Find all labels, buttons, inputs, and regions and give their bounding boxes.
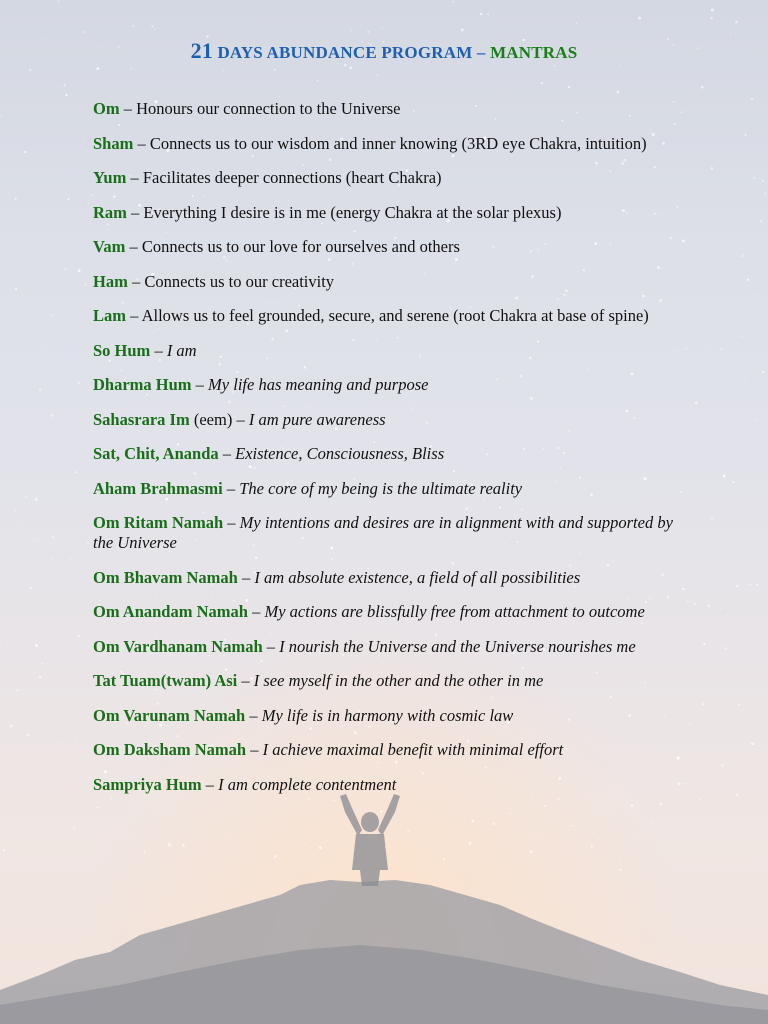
- mantra-description: I achieve maximal benefit with minimal effort: [262, 740, 564, 759]
- mantra-item: [93, 272, 683, 292]
- mantra-separator: –: [131, 271, 141, 291]
- mantra-name: Om Bhavam Namah: [93, 567, 238, 587]
- mantra-description: Connects us to our wisdom and inner knowing (3RD eye Chakra, intuition): [149, 133, 647, 153]
- mantra-item: [93, 444, 683, 464]
- mantra-separator: –: [137, 133, 146, 153]
- mantra-item: [93, 237, 683, 257]
- mantra-item: [93, 513, 683, 553]
- page-title: [0, 38, 768, 64]
- mantra-description: Allows us to feel grounded, secure, and serene (root Chakra at base of spine): [141, 306, 649, 325]
- mantra-name: Lam: [93, 306, 126, 325]
- mantra-separator: –: [123, 99, 132, 118]
- mantra-item: [93, 706, 683, 726]
- mantra-description: Honours our connection to the Universe: [136, 99, 401, 118]
- mantra-item: [93, 568, 683, 588]
- mantra-description: I see myself in the other and the other in me: [253, 671, 544, 690]
- mantra-separator: –: [227, 513, 236, 532]
- mantra-name: Om Ritam Namah: [93, 513, 224, 532]
- mantra-list: [93, 99, 683, 809]
- mantra-item: [93, 410, 683, 430]
- mantra-separator: –: [130, 168, 139, 187]
- mantra-name: Ram: [93, 202, 127, 222]
- mantra-name: Ham: [93, 271, 128, 291]
- mantra-name: Tat Tuam(twam) Asi: [93, 671, 238, 690]
- mantra-description: Everything I desire is in me (energy Chakra at the solar plexus): [143, 202, 562, 222]
- mantra-name: Om: [93, 99, 120, 118]
- mantra-name: Yum: [93, 168, 127, 187]
- mantra-description: I am absolute existence, a field of all possibilities: [254, 567, 581, 587]
- mantra-separator: –: [130, 306, 139, 325]
- mantra-description: The core of my being is the ultimate reality: [239, 478, 523, 498]
- mantra-description: I am complete contentment: [218, 774, 397, 794]
- mantra-separator: –: [195, 375, 204, 394]
- mantra-name: So Hum: [93, 340, 151, 360]
- title-green-text: MANTRAS: [490, 43, 578, 62]
- mantra-item: [93, 168, 683, 188]
- mantra-separator: –: [222, 444, 232, 463]
- mantra-item: [93, 740, 683, 760]
- mantra-name: Sat, Chit, Ananda: [93, 444, 219, 463]
- mantra-description: My life has meaning and purpose: [208, 375, 429, 394]
- mantra-description: My actions are blissfully free from attachment to outcome: [264, 602, 645, 621]
- mantra-description: Facilitates deeper connections (heart Chakra): [142, 168, 442, 187]
- mantra-name: Dharma Hum: [93, 375, 192, 394]
- mantra-separator: –: [129, 237, 138, 256]
- title-dash: –: [476, 43, 486, 62]
- mantra-description: Connects us to our creativity: [144, 271, 335, 291]
- title-blue-text: DAYS ABUNDANCE PROGRAM: [217, 43, 473, 62]
- mantra-item: [93, 479, 683, 499]
- mantra-item: [93, 375, 683, 395]
- mantra-name: Om Anandam Namah: [93, 602, 248, 621]
- mantra-separator: –: [241, 671, 250, 690]
- mantra-item: [93, 775, 683, 795]
- title-number: 21: [190, 38, 213, 63]
- mantra-name: Om Vardhanam Namah: [93, 636, 263, 656]
- mantra-name: Sham: [93, 133, 134, 153]
- mantra-item: [93, 306, 683, 326]
- mantra-separator: –: [249, 705, 258, 725]
- mantra-item: [93, 134, 683, 154]
- mantra-separator: –: [154, 340, 163, 360]
- mantra-separator: –: [205, 774, 215, 794]
- mantra-item: [93, 341, 683, 361]
- mantra-name: Om Varunam Namah: [93, 705, 246, 725]
- mantra-name: Vam: [93, 237, 126, 256]
- mantra-separator: –: [252, 602, 261, 621]
- mantra-description: My intentions and desires are in alignment with and supported by the Universe: [93, 513, 673, 552]
- mantra-item: [93, 203, 683, 223]
- mantra-item: [93, 637, 683, 657]
- mantra-item: [93, 602, 683, 622]
- mantra-description: Connects us to our love for ourselves and others: [141, 237, 460, 256]
- mantra-separator: –: [236, 409, 245, 429]
- mantra-name: Aham Brahmasmi: [93, 478, 223, 498]
- mantra-description: I nourish the Universe and the Universe nourishes me: [279, 636, 636, 656]
- mantra-description: I am pure awareness: [248, 409, 386, 429]
- mantra-separator: –: [266, 636, 275, 656]
- mantra-separator: –: [226, 478, 236, 498]
- mantra-item: [93, 671, 683, 691]
- mantra-name: Om Daksham Namah: [93, 740, 247, 759]
- mantra-separator: –: [131, 202, 140, 222]
- mantra-name: Sampriya Hum: [93, 774, 202, 794]
- mantra-description: I am: [166, 340, 197, 360]
- mantra-separator: –: [241, 567, 251, 587]
- mantra-description: My life is in harmony with cosmic law: [261, 705, 514, 725]
- mantra-description: Existence, Consciousness, Bliss: [235, 444, 445, 463]
- mantra-item: [93, 99, 683, 119]
- mantra-separator: –: [250, 740, 259, 759]
- mantra-pronunciation: (eem): [193, 409, 233, 429]
- mantra-name: Sahasrara Im: [93, 409, 190, 429]
